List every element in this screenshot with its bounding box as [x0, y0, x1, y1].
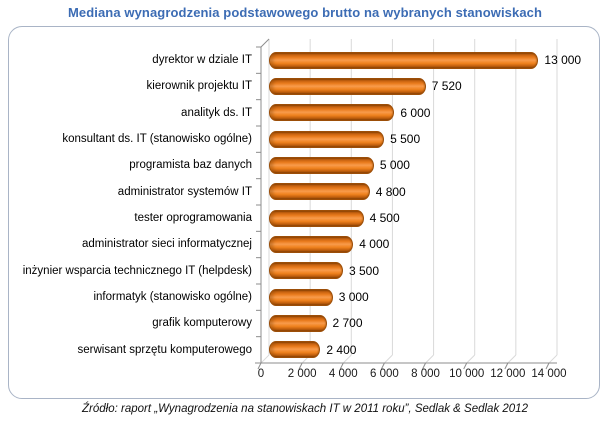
- bar: [269, 157, 374, 174]
- bar-row: [9, 179, 599, 205]
- bar-row: [9, 126, 599, 152]
- bar-row: [9, 47, 599, 73]
- bar: [269, 131, 384, 148]
- value-label: 5 500: [390, 132, 421, 147]
- category-label: konsultant ds. IT (stanowisko ogólne): [62, 133, 252, 146]
- value-label: 4 000: [359, 237, 390, 252]
- chart-title: Mediana wynagrodzenia podstawowego brutto na wybranych stanowiskach: [67, 5, 543, 20]
- category-label: serwisant sprzętu komputerowego: [77, 343, 252, 356]
- category-label: informatyk (stanowisko ogólne): [93, 291, 252, 304]
- category-label: inżynier wsparcia technicznego IT (helpdesk): [22, 264, 252, 277]
- bar-cell: [261, 262, 599, 279]
- bar: [269, 78, 426, 95]
- bar-row: [9, 152, 599, 178]
- value-label: 5 000: [379, 158, 410, 173]
- bar: [269, 210, 364, 227]
- bar-cell: [261, 183, 599, 200]
- bar-row: [9, 205, 599, 231]
- bar: [269, 52, 538, 69]
- bar-row: [9, 231, 599, 257]
- category-label: kierownik projektu IT: [146, 80, 252, 93]
- category-label: dyrektor w dziale IT: [152, 54, 252, 67]
- value-label: 3 500: [349, 263, 380, 278]
- x-tick-label: 2 000: [287, 368, 317, 380]
- bar-cell: [261, 315, 599, 332]
- bar: [269, 236, 353, 253]
- chart-frame: [8, 26, 600, 399]
- bar: [269, 262, 343, 279]
- x-tick-label: 6 000: [370, 368, 399, 380]
- x-tick-label: 4 000: [328, 368, 358, 380]
- bar-rows: [9, 47, 599, 363]
- value-label: 2 400: [326, 342, 357, 357]
- bar-row: [9, 310, 599, 336]
- bar: [269, 341, 320, 358]
- bar-cell: [261, 236, 599, 253]
- x-tick-label: 8 000: [411, 368, 440, 380]
- value-label: 3 000: [338, 290, 369, 305]
- category-label: grafik komputerowy: [152, 317, 252, 330]
- category-label: programista baz danych: [129, 159, 252, 172]
- bar-row: [9, 100, 599, 126]
- bar: [269, 104, 394, 121]
- category-label: tester oprogramowania: [134, 212, 252, 225]
- bar: [269, 183, 370, 200]
- category-label: administrator systemów IT: [117, 185, 252, 198]
- value-label: 7 520: [431, 79, 462, 94]
- bar-cell: [261, 131, 599, 148]
- x-tick-label: 10 000: [449, 368, 485, 380]
- value-label: 2 700: [332, 316, 363, 331]
- bar-row: [9, 73, 599, 99]
- value-label: 13 000: [544, 53, 582, 68]
- bar: [269, 315, 327, 332]
- bar-cell: [261, 78, 599, 95]
- y-axis-3d-edge: [261, 39, 269, 47]
- bar-row: [9, 258, 599, 284]
- bar-row: [9, 284, 599, 310]
- value-label: 6 000: [400, 105, 431, 120]
- bar-cell: [261, 52, 599, 69]
- x-axis-labels: [9, 368, 599, 384]
- x-tick-label: 14 000: [531, 368, 567, 380]
- value-label: 4 800: [375, 184, 406, 199]
- category-label: analityk ds. IT: [181, 106, 252, 119]
- x-tick-label: 0: [257, 368, 265, 380]
- bar-cell: [261, 210, 599, 227]
- bar-cell: [261, 289, 599, 306]
- x-tick-label: 12 000: [490, 368, 526, 380]
- bar-row: [9, 337, 599, 363]
- source-caption: Źródło: raport „Wynagrodzenia na stanowiskach IT w 2011 roku”, Sedlak & Sedlak 2012: [82, 403, 528, 415]
- bar: [269, 289, 333, 306]
- bar-cell: [261, 157, 599, 174]
- bar-cell: [261, 341, 599, 358]
- bar-cell: [261, 104, 599, 121]
- category-label: administrator sieci informatycznej: [81, 238, 252, 251]
- value-label: 4 500: [369, 211, 400, 226]
